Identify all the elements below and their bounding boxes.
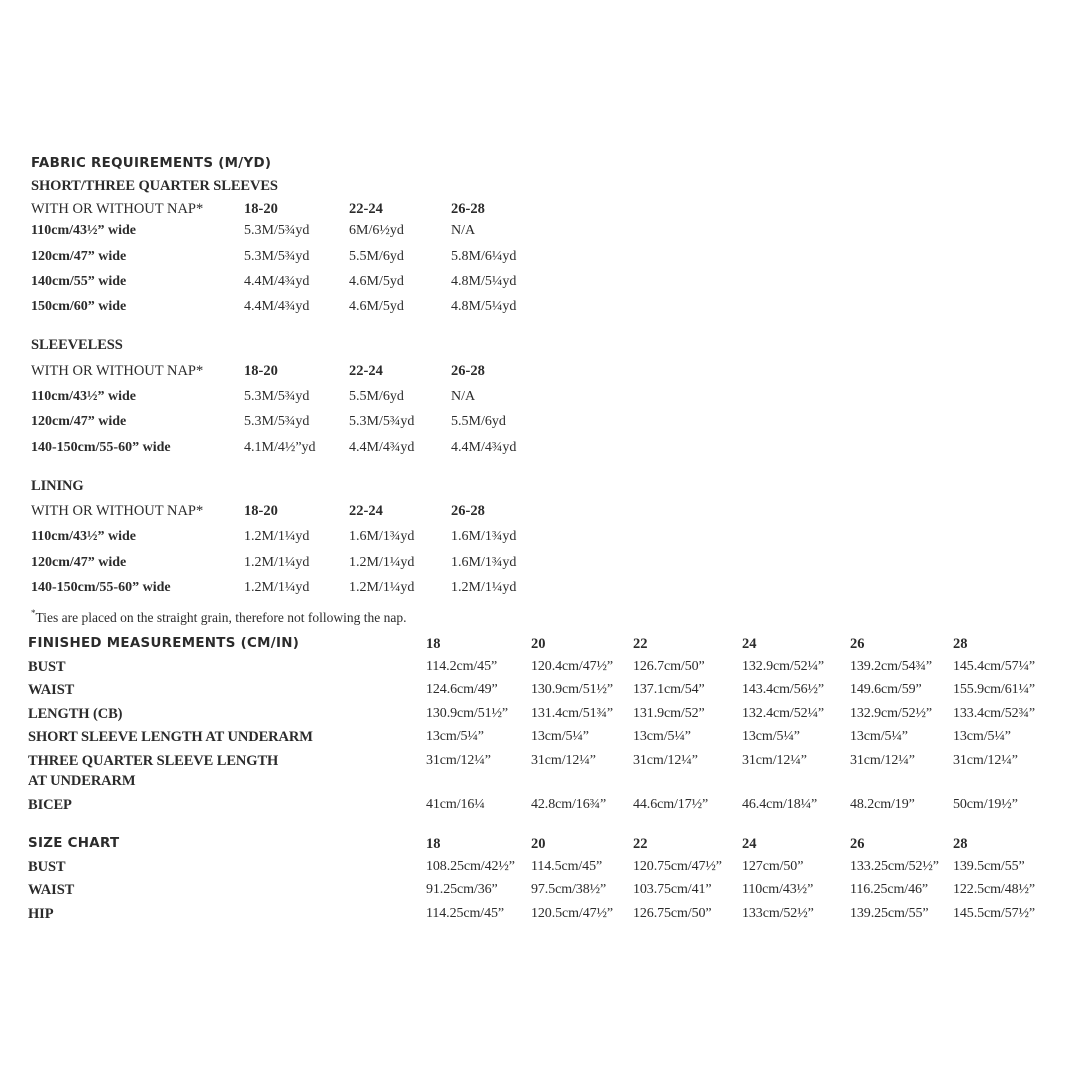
measurement-value: 132.9cm/52½” <box>850 706 933 721</box>
section-heading: SHORT/THREE QUARTER SLEEVES <box>31 178 278 194</box>
size-chart-value: 116.25cm/46” <box>850 882 928 897</box>
fabric-value: 4.8M/5¼yd <box>451 299 517 314</box>
fabric-width-label: 140-150cm/55-60” wide <box>31 580 171 595</box>
size-chart-value: 139.25cm/55” <box>850 906 929 921</box>
size-header: 22 <box>633 636 648 652</box>
size-chart-title: SIZE CHART <box>28 836 120 851</box>
size-chart-value: 126.75cm/50” <box>633 906 712 921</box>
measurement-value: 132.9cm/52¼” <box>742 659 825 674</box>
size-chart-value: 91.25cm/36” <box>426 882 498 897</box>
measurement-value: 41cm/16¼ <box>426 797 485 812</box>
size-header: 26 <box>850 836 865 852</box>
measurement-label: SHORT SLEEVE LENGTH AT UNDERARM <box>28 729 313 745</box>
size-header: 18-20 <box>244 201 278 217</box>
measurement-label-continued: AT UNDERARM <box>28 773 136 789</box>
size-chart-value: 120.5cm/47½” <box>531 906 614 921</box>
fabric-value: 4.4M/4¾yd <box>244 299 310 314</box>
fabric-requirements-title: FABRIC REQUIREMENTS (M/YD) <box>31 156 272 171</box>
measurement-value: 50cm/19½” <box>953 797 1018 812</box>
size-chart-value: 133.25cm/52½” <box>850 859 939 874</box>
fabric-value: 5.5M/6yd <box>349 249 404 264</box>
fabric-value: 4.6M/5yd <box>349 274 404 289</box>
fabric-width-label: 120cm/47” wide <box>31 249 127 264</box>
fabric-value: 5.5M/6yd <box>349 389 404 404</box>
fabric-width-label: 140cm/55” wide <box>31 274 127 289</box>
fabric-value: 5.8M/6¼yd <box>451 249 517 264</box>
measurement-label: BICEP <box>28 797 72 813</box>
measurement-value: 131.4cm/51¾” <box>531 706 614 721</box>
fabric-width-label: 110cm/43½” wide <box>31 223 136 238</box>
measurement-label: WAIST <box>28 682 75 698</box>
size-header: 22-24 <box>349 201 383 217</box>
fabric-value: N/A <box>451 223 476 238</box>
size-chart-value: 139.5cm/55” <box>953 859 1025 874</box>
measurement-value: 44.6cm/17½” <box>633 797 709 812</box>
size-chart-value: 97.5cm/38½” <box>531 882 607 897</box>
measurement-value: 31cm/12¼” <box>426 753 491 768</box>
size-chart-value: 114.25cm/45” <box>426 906 504 921</box>
size-header: 26-28 <box>451 363 485 379</box>
nap-label: WITH OR WITHOUT NAP* <box>31 363 204 379</box>
size-header: 26-28 <box>451 503 485 519</box>
fabric-value: 4.6M/5yd <box>349 299 404 314</box>
size-header: 20 <box>531 636 546 652</box>
measurement-value: 137.1cm/54” <box>633 682 705 697</box>
fabric-value: 4.4M/4¾yd <box>244 274 310 289</box>
measurement-value: 46.4cm/18¼” <box>742 797 818 812</box>
measurement-label: THREE QUARTER SLEEVE LENGTH <box>28 753 279 769</box>
size-header: 22 <box>633 836 648 852</box>
fabric-width-label: 110cm/43½” wide <box>31 529 136 544</box>
footnote-mark: * <box>31 608 36 618</box>
fabric-value: 4.1M/4½”yd <box>244 440 316 455</box>
fabric-value: 1.6M/1¾yd <box>451 555 517 570</box>
measurement-value: 13cm/5¼” <box>953 729 1011 744</box>
measurement-value: 48.2cm/19” <box>850 797 915 812</box>
fabric-value: 1.2M/1¼yd <box>349 580 415 595</box>
size-chart-value: 108.25cm/42½” <box>426 859 515 874</box>
measurement-label: BUST <box>28 659 66 675</box>
measurement-value: 13cm/5¼” <box>633 729 691 744</box>
section-heading: SLEEVELESS <box>31 337 123 353</box>
fabric-width-label: 150cm/60” wide <box>31 299 127 314</box>
size-header: 18 <box>426 636 441 652</box>
size-chart-label: HIP <box>28 906 54 922</box>
fabric-value: 5.5M/6yd <box>451 414 506 429</box>
size-chart-label: BUST <box>28 859 66 875</box>
measurement-value: 126.7cm/50” <box>633 659 705 674</box>
size-header: 24 <box>742 836 757 852</box>
nap-label: WITH OR WITHOUT NAP* <box>31 503 204 519</box>
size-header: 18-20 <box>244 503 278 519</box>
fabric-value: 5.3M/5¾yd <box>244 414 310 429</box>
measurement-value: 31cm/12¼” <box>633 753 698 768</box>
size-chart-label: WAIST <box>28 882 75 898</box>
fabric-value: 1.2M/1¼yd <box>349 555 415 570</box>
fabric-value: 6M/6½yd <box>349 223 404 238</box>
measurement-label: LENGTH (CB) <box>28 706 123 722</box>
fabric-value: 1.6M/1¾yd <box>349 529 415 544</box>
measurement-value: 13cm/5¼” <box>742 729 800 744</box>
fabric-value: 1.2M/1¼yd <box>244 555 310 570</box>
fabric-width-label: 120cm/47” wide <box>31 555 127 570</box>
fabric-value: 4.4M/4¾yd <box>451 440 517 455</box>
measurement-value: 13cm/5¼” <box>426 729 484 744</box>
measurement-value: 13cm/5¼” <box>531 729 589 744</box>
footnote <box>31 609 407 625</box>
size-chart-value: 127cm/50” <box>742 859 804 874</box>
measurement-value: 131.9cm/52” <box>633 706 705 721</box>
size-header: 22-24 <box>349 503 383 519</box>
measurement-value: 143.4cm/56½” <box>742 682 825 697</box>
measurement-value: 114.2cm/45” <box>426 659 498 674</box>
section-heading: LINING <box>31 478 84 494</box>
size-header: 18 <box>426 836 441 852</box>
size-chart-value: 114.5cm/45” <box>531 859 603 874</box>
size-chart-value: 133cm/52½” <box>742 906 814 921</box>
fabric-value: 5.3M/5¾yd <box>349 414 415 429</box>
fabric-value: 1.2M/1¼yd <box>451 580 517 595</box>
nap-label: WITH OR WITHOUT NAP* <box>31 201 204 217</box>
measurement-value: 155.9cm/61¼” <box>953 682 1036 697</box>
size-header: 28 <box>953 836 968 852</box>
measurement-value: 42.8cm/16¾” <box>531 797 607 812</box>
fabric-width-label: 140-150cm/55-60” wide <box>31 440 171 455</box>
size-chart-value: 120.75cm/47½” <box>633 859 722 874</box>
footnote-text: Ties are placed on the straight grain, therefore not following the nap. <box>35 610 407 625</box>
fabric-value: N/A <box>451 389 476 404</box>
fabric-value: 4.4M/4¾yd <box>349 440 415 455</box>
fabric-value: 5.3M/5¾yd <box>244 223 310 238</box>
size-header: 22-24 <box>349 363 383 379</box>
size-header: 28 <box>953 636 968 652</box>
measurement-value: 145.4cm/57¼” <box>953 659 1036 674</box>
size-header: 24 <box>742 636 757 652</box>
measurement-value: 130.9cm/51½” <box>426 706 509 721</box>
measurement-value: 31cm/12¼” <box>850 753 915 768</box>
size-header: 20 <box>531 836 546 852</box>
measurement-value: 139.2cm/54¾” <box>850 659 933 674</box>
measurement-value: 31cm/12¼” <box>531 753 596 768</box>
size-chart-value: 103.75cm/41” <box>633 882 712 897</box>
measurement-value: 13cm/5¼” <box>850 729 908 744</box>
measurement-value: 120.4cm/47½” <box>531 659 614 674</box>
fabric-value: 5.3M/5¾yd <box>244 389 310 404</box>
fabric-value: 1.2M/1¼yd <box>244 580 310 595</box>
finished-measurements-title: FINISHED MEASUREMENTS (CM/IN) <box>28 636 300 651</box>
fabric-value: 5.3M/5¾yd <box>244 249 310 264</box>
size-header: 26-28 <box>451 201 485 217</box>
measurement-value: 149.6cm/59” <box>850 682 922 697</box>
measurement-value: 124.6cm/49” <box>426 682 498 697</box>
size-chart-value: 122.5cm/48½” <box>953 882 1036 897</box>
measurement-value: 31cm/12¼” <box>742 753 807 768</box>
size-chart-value: 145.5cm/57½” <box>953 906 1036 921</box>
measurement-value: 133.4cm/52¾” <box>953 706 1036 721</box>
fabric-value: 1.6M/1¾yd <box>451 529 517 544</box>
measurement-value: 132.4cm/52¼” <box>742 706 825 721</box>
fabric-width-label: 110cm/43½” wide <box>31 389 136 404</box>
size-chart-value: 110cm/43½” <box>742 882 814 897</box>
fabric-value: 4.8M/5¼yd <box>451 274 517 289</box>
fabric-width-label: 120cm/47” wide <box>31 414 127 429</box>
fabric-value: 1.2M/1¼yd <box>244 529 310 544</box>
measurement-value: 31cm/12¼” <box>953 753 1018 768</box>
measurement-value: 130.9cm/51½” <box>531 682 614 697</box>
size-header: 18-20 <box>244 363 278 379</box>
size-header: 26 <box>850 636 865 652</box>
